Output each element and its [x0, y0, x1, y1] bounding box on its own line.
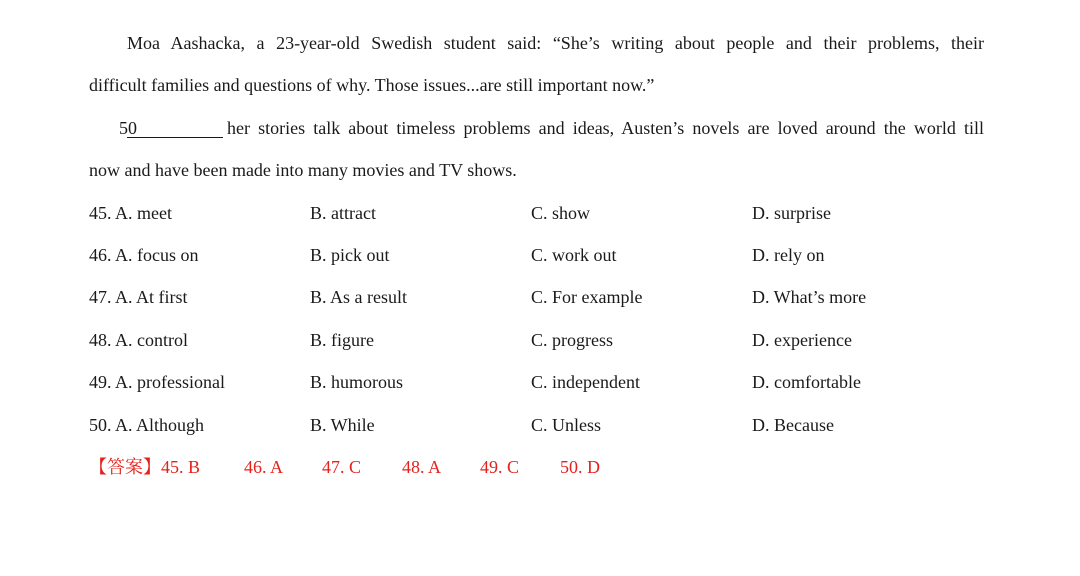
answer-key-label: 【答案】45. B: [89, 457, 201, 477]
option-d: D. surprise: [752, 203, 831, 223]
option-c: C. show: [531, 203, 591, 223]
question-row: [89, 329, 989, 351]
option-a: 46. A. focus on: [89, 245, 199, 265]
option-b: B. pick out: [310, 245, 390, 265]
option-c: C. Unless: [531, 415, 602, 435]
passage-line-1: Moa Aashacka, a 23-year-old Swedish student said: “She’s writing about people and their problems, their: [127, 33, 984, 53]
option-b: B. figure: [310, 330, 374, 350]
passage-line-2: difficult families and questions of why. Those issues...are still important now.”: [89, 75, 655, 95]
option-d: D. comfortable: [752, 372, 861, 392]
answer-item: 49. C: [480, 457, 520, 477]
option-d: D. What’s more: [752, 287, 867, 307]
option-c: C. For example: [531, 287, 643, 307]
answer-item: 47. C: [322, 457, 362, 477]
option-d: D. Because: [752, 415, 834, 435]
answer-blank: [119, 118, 223, 138]
option-c: C. progress: [531, 330, 613, 350]
answer-item: 48. A: [402, 457, 442, 477]
answer-key: [89, 456, 989, 478]
question-row: [89, 202, 989, 224]
option-a: 47. A. At first: [89, 287, 188, 307]
answer-item: 46. A: [244, 457, 284, 477]
option-a: 50. A. Although: [89, 415, 205, 435]
option-b: B. While: [310, 415, 375, 435]
question-row: [89, 414, 989, 436]
option-b: B. As a result: [310, 287, 407, 307]
option-a: 45. A. meet: [89, 203, 172, 223]
option-d: D. rely on: [752, 245, 825, 265]
blank-number: 50: [119, 118, 137, 138]
option-d: D. experience: [752, 330, 852, 350]
option-a: 49. A. professional: [89, 372, 225, 392]
passage-line-4: now and have been made into many movies and TV shows.: [89, 160, 517, 180]
option-a: 48. A. control: [89, 330, 188, 350]
passage-line-3-text: her stories talk about timeless problems and ideas, Austen’s novels are loved around the world till: [227, 118, 984, 138]
option-b: B. humorous: [310, 372, 404, 392]
option-c: C. work out: [531, 245, 617, 265]
passage-line-3: [119, 117, 984, 139]
option-c: C. independent: [531, 372, 640, 392]
question-row: [89, 286, 989, 308]
question-row: [89, 244, 989, 266]
question-row: [89, 371, 989, 393]
option-b: B. attract: [310, 203, 376, 223]
answer-item: 50. D: [560, 457, 600, 477]
